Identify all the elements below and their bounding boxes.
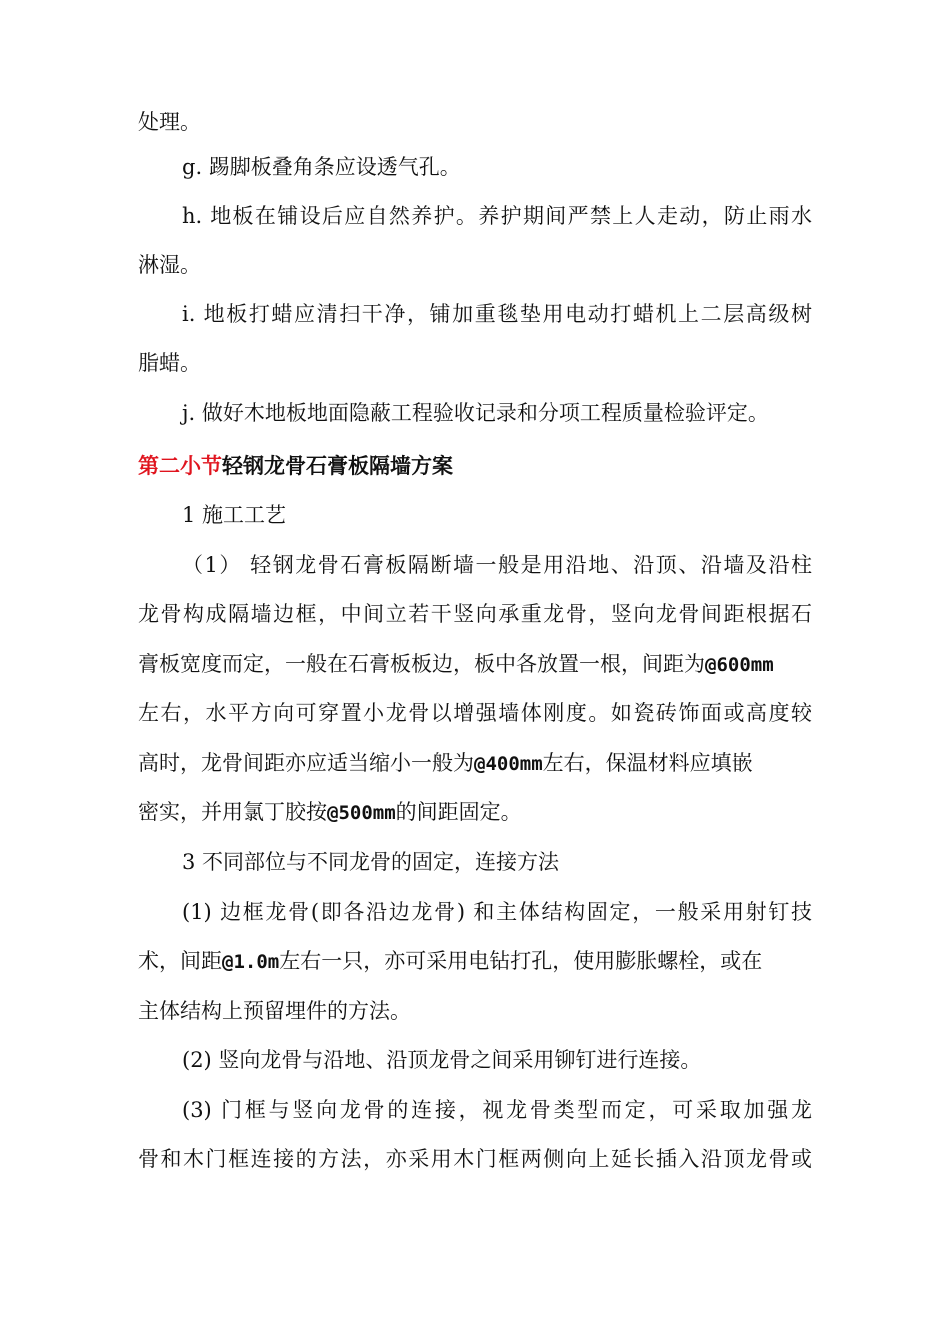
text-span: 的间距固定。	[395, 800, 522, 824]
paragraph-line: (3) 门框与竖向龙骨的连接，视龙骨类型而定，可采取加强龙	[182, 1098, 812, 1122]
list-item-j: j. 做好木地板地面隐蔽工程验收记录和分项工程质量检验评定。	[182, 401, 769, 425]
text-line: 脂蜡。	[138, 351, 201, 375]
text-span: 左右一只，亦可采用电钻打孔，使用膨胀螺栓，或在	[279, 949, 763, 973]
text-span: 左右，保温材料应填嵌	[542, 751, 753, 775]
section-prefix: 第二小节	[138, 453, 222, 478]
paragraph-line	[138, 797, 818, 828]
subheading-process: 1 施工工艺	[182, 503, 287, 527]
paragraph-line: 骨和木门框连接的方法，亦采用木门框两侧向上延长插入沿顶龙骨或	[138, 1147, 812, 1171]
paragraph-line: 龙骨构成隔墙边框，中间立若干竖向承重龙骨，竖向龙骨间距根据石	[138, 602, 812, 626]
section-heading	[138, 451, 818, 481]
text-line: 淋湿。	[138, 253, 201, 277]
subheading-fixing: 3 不同部位与不同龙骨的固定，连接方法	[182, 850, 560, 874]
spacing-value: @1.0m	[222, 951, 280, 973]
paragraph-line	[138, 748, 818, 779]
list-item-h: h. 地板在铺设后应自然养护。养护期间严禁上人走动，防止雨水	[182, 204, 812, 228]
paragraph-line	[138, 946, 818, 977]
paragraph-line: 左右，水平方向可穿置小龙骨以增强墙体刚度。如瓷砖饰面或高度较	[138, 701, 812, 725]
text-span: 高时，龙骨间距亦应适当缩小一般为	[138, 751, 474, 775]
spacing-value: @500mm	[327, 802, 396, 824]
text-line: 处理。	[138, 110, 201, 134]
spacing-value: @400mm	[474, 753, 543, 775]
paragraph-line: 主体结构上预留埋件的方法。	[138, 999, 411, 1023]
section-title: 轻钢龙骨石膏板隔墙方案	[222, 453, 453, 478]
paragraph-line: （1） 轻钢龙骨石膏板隔断墙一般是用沿地、沿顶、沿墙及沿柱	[182, 553, 812, 577]
text-span: 膏板宽度而定，一般在石膏板板边，板中各放置一根，间距为	[138, 652, 705, 676]
text-span: 术，间距	[138, 949, 222, 973]
paragraph-line: (2) 竖向龙骨与沿地、沿顶龙骨之间采用铆钉进行连接。	[182, 1048, 702, 1072]
list-item-i: i. 地板打蜡应清扫干净，铺加重毯垫用电动打蜡机上二层高级树	[182, 302, 812, 326]
list-item-g: g. 踢脚板叠角条应设透气孔。	[182, 155, 461, 179]
spacing-value: @600mm	[705, 654, 774, 676]
text-span: 密实，并用氯丁胶按	[138, 800, 327, 824]
paragraph-line: (1) 边框龙骨(即各沿边龙骨) 和主体结构固定，一般采用射钉技	[182, 900, 812, 924]
paragraph-line	[138, 649, 818, 680]
